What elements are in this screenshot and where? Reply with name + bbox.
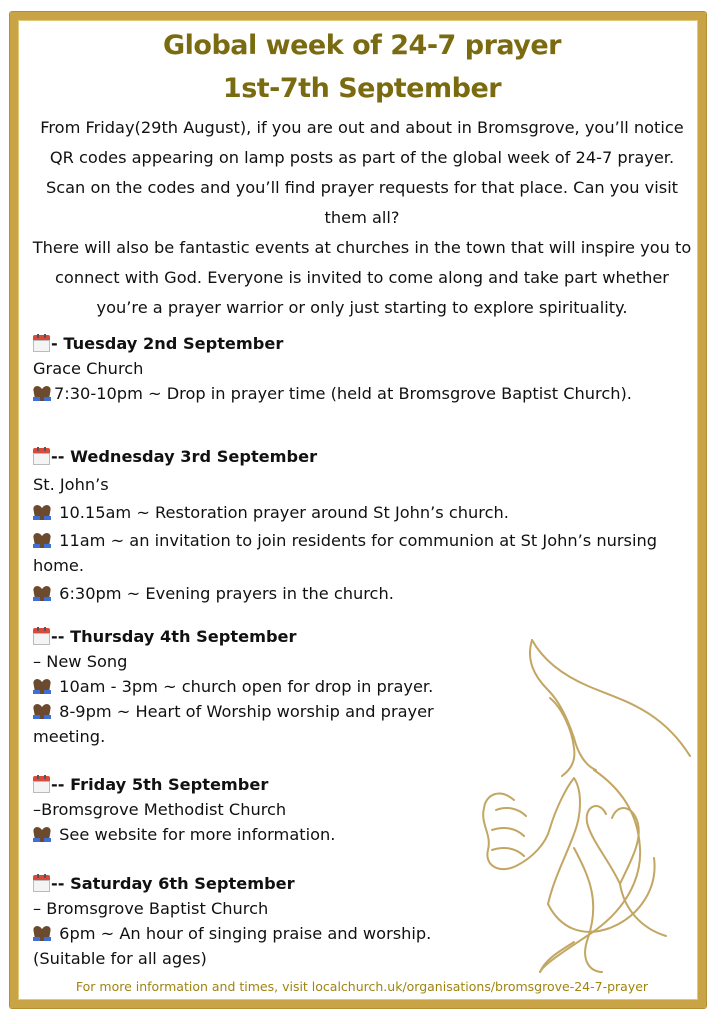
page-title: Global week of 24-7 prayer [162, 30, 561, 61]
day-heading [33, 331, 693, 356]
day-heading-text: -- Friday 5th September [51, 775, 269, 794]
footer-info-link-text: For more information and times, visit localchurch.uk/organisations/bromsgrove-24-7-prayer [75, 979, 649, 994]
venue-name: Grace Church [33, 359, 144, 378]
event-item [33, 921, 463, 971]
praying-hands-icon [33, 703, 52, 719]
day-heading [33, 624, 463, 649]
day-heading [33, 871, 463, 896]
praying-hands-icon [33, 678, 52, 694]
venue-name: –Bromsgrove Methodist Church [33, 800, 287, 819]
event-text: 8-9pm ~ Heart of Worship worship and prayer meeting. [33, 702, 434, 746]
calendar-icon [33, 874, 50, 891]
day-heading-text: -- Saturday 6th September [51, 874, 295, 893]
day-section-wednesday [33, 444, 693, 606]
day-section-saturday [33, 871, 463, 971]
day-heading [33, 444, 693, 469]
event-item [33, 381, 693, 406]
praying-hands-icon [33, 585, 52, 601]
event-item [33, 674, 463, 699]
day-heading [33, 772, 463, 797]
event-text: 6pm ~ An hour of singing praise and worship. (Suitable for all ages) [33, 924, 432, 968]
page-subtitle-dates: 1st-7th September [222, 73, 502, 104]
praying-hands-icon [33, 385, 52, 401]
calendar-icon [33, 447, 50, 464]
event-text: 6:30pm ~ Evening prayers in the church. [54, 584, 394, 603]
praying-hands-icon [33, 504, 52, 520]
venue-name: St. John’s [33, 475, 109, 494]
venue-name: – Bromsgrove Baptist Church [33, 899, 269, 918]
calendar-icon [33, 775, 50, 792]
praying-hands-icon [33, 925, 52, 941]
intro-paragraph-2: There will also be fantastic events at churches in the town that will inspire you to connect with God. Everyone is invited to come along and take part whether you’re a prayer warrior or only just starting to explore spirituality. [32, 238, 692, 317]
day-heading-text: - Tuesday 2nd September [51, 334, 284, 353]
event-text: 10am - 3pm ~ church open for drop in prayer. [54, 677, 434, 696]
calendar-icon [33, 627, 50, 644]
event-item [33, 581, 693, 606]
praying-hands-icon [33, 532, 52, 548]
calendar-icon [33, 334, 50, 351]
intro-paragraph-1: From Friday(29th August), if you are out and about in Bromsgrove, you’ll notice QR codes appearing on lamp posts as part of the global week of 24-7 prayer. Scan on the codes and you’ll find prayer requests for that place. Can you visit them all? [40, 118, 684, 227]
event-item [33, 699, 463, 749]
event-text: 11am ~ an invitation to join residents for communion at St John’s nursing home. [33, 531, 657, 575]
event-text: See website for more information. [54, 825, 336, 844]
praying-hands-icon [33, 826, 52, 842]
venue-name: – New Song [33, 652, 128, 671]
day-section-thursday [33, 624, 463, 749]
day-heading-text: -- Wednesday 3rd September [51, 447, 318, 466]
event-text: 10.15am ~ Restoration prayer around St John’s church. [54, 503, 509, 522]
event-text: 7:30-10pm ~ Drop in prayer time (held at Bromsgrove Baptist Church). [54, 384, 632, 403]
day-section-tuesday [33, 331, 693, 406]
event-item [33, 822, 463, 847]
day-section-friday [33, 772, 463, 847]
event-item [33, 528, 693, 578]
praying-figure-line-art [470, 638, 700, 973]
day-heading-text: -- Thursday 4th September [51, 627, 297, 646]
event-item [33, 500, 693, 525]
